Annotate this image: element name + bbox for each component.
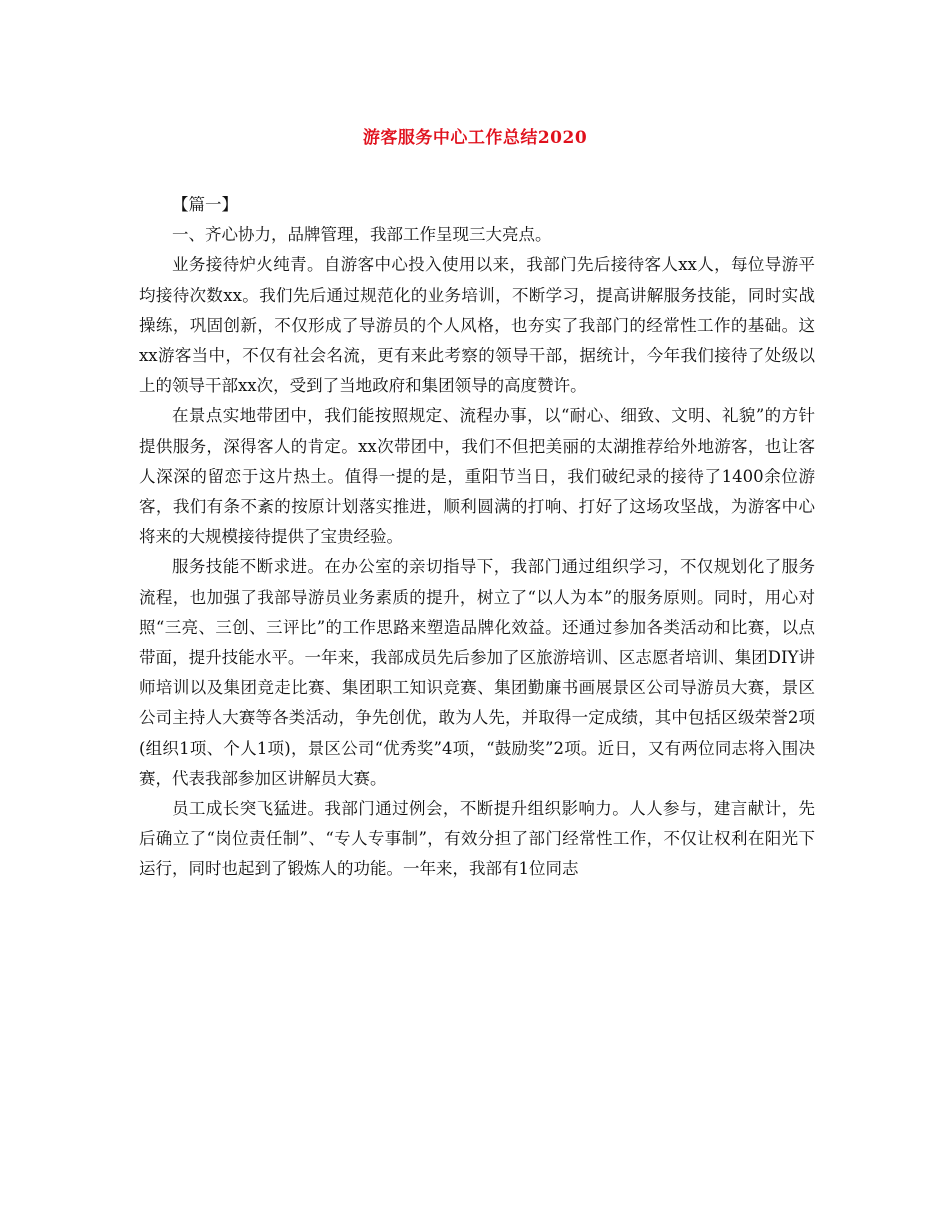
paragraph-business-reception: 业务接待炉火纯青。自游客中心投入使用以来，我部门先后接待客人xx人，每位导游平均接待次数xx。我们先后通过规范化的业务培训，不断学习，提高讲解服务技能，同时实战操练，巩固创新，不仅形成了导游员的个人风格，也夯实了我部门的经常性工作的基础。这xx游客当中，不仅有社会名流，更有来此考察的领导干部，据统计，今年我们接待了处级以上的领导干部xx次，受到了当地政府和集团领导的高度赞许。	[139, 255, 815, 396]
heading-1: 一、齐心协力，品牌管理，我部工作呈现三大亮点。	[172, 225, 552, 245]
section-label: 【篇一】	[172, 195, 238, 214]
document-body	[139, 190, 815, 885]
paragraph-service-skills: 服务技能不断求进。在办公室的亲切指导下，我部门通过组织学习，不仅规划化了服务流程，也加强了我部导游员业务素质的提升，树立了“以人为本”的服务原则。同时，用心对照“三亮、三创、三评比”的工作思路来塑造品牌化效益。还通过参加各类活动和比赛，以点带面，提升技能水平。一年来，我部成员先后参加了区旅游培训、区志愿者培训、集团DIY讲师培训以及集团竞走比赛、集团职工知识竞赛、集团勤廉书画展景区公司导游员大赛，景区公司主持人大赛等各类活动，争先创优，敢为人先，并取得一定成绩，其中包括区级荣誉2项(组织1项、个人1项)，景区公司“优秀奖”4项，“鼓励奖”2项。近日，又有两位同志将入围决赛，代表我部参加区讲解员大赛。	[139, 557, 815, 788]
paragraph-staff-growth: 员工成长突飞猛进。我部门通过例会，不断提升组织影响力。人人参与，建言献计，先后确立了“岗位责任制”、“专人专事制”，有效分担了部门经常性工作，不仅让权利在阳光下运行，同时也起到了锻炼人的功能。一年来，我部有1位同志	[139, 799, 815, 879]
document-title: 游客服务中心工作总结2020	[362, 128, 588, 148]
paragraph-tour-guiding: 在景点实地带团中，我们能按照规定、流程办事，以“耐心、细致、文明、礼貌”的方针提供服务，深得客人的肯定。xx次带团中，我们不但把美丽的太湖推荐给外地游客，也让客人深深的留恋于这片热土。值得一提的是，重阳节当日，我们破纪录的接待了1400余位游客，我们有条不紊的按原计划落实推进，顺利圆满的打响、打好了这场攻坚战，为游客中心将来的大规模接待提供了宝贵经验。	[139, 406, 815, 547]
